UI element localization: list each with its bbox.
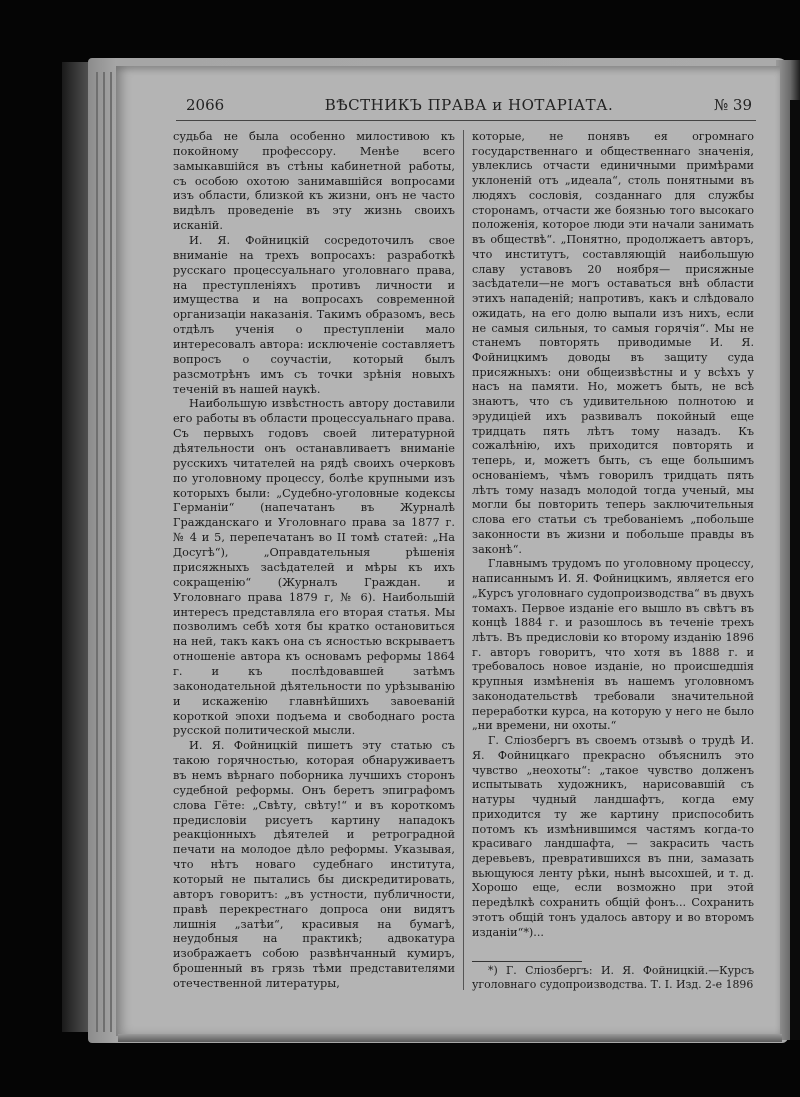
left-column bbox=[173, 130, 455, 992]
footnote bbox=[472, 964, 754, 992]
scan-background-edge bbox=[790, 100, 800, 1040]
paragraph: которые, не понявъ ея огромнаго государственнаго и общественнаго значенія, увлеклись отчасти единичными примѣрами уклоненій отъ „идеала“, столь понятными въ людяхъ сословія, созданнаго для службы сторонамъ, отчасти же боязнью того высокаго положенія, которое люди эти начали занимать въ обществѣ“. „Понятно, продолжаетъ авторъ, что институтъ, составляющій наибольшую славу уставовъ 20 ноября— присяжные засѣдатели—не могъ оставаться внѣ области этихъ нападеній; напротивъ, какъ и слѣдовало ожидать, на его долю выпали изъ нихъ, если не самыя сильныя, то самыя горячія“. Мы не станемъ повторять приводимые И. Я. Фойницкимъ доводы въ защиту суда присяжныхъ: они общеизвѣстны и у всѣхъ у насъ на памяти. Но, можетъ быть, не всѣ знаютъ, что съ удивительною полнотою и эрудиціей ихъ развивалъ покойный еще тридцать пять лѣтъ тому назадъ. Къ сожалѣнію, ихъ приходится повторять и теперь, и, можетъ быть, съ еще большимъ основаніемъ, чѣмъ говорилъ тридцать пять лѣтъ тому назадъ молодой тогда ученый, мы могли бы повторить теперь заключительныя слова его статьи съ требованіемъ „побольше законности въ жизни и побольше правды въ законѣ“. bbox=[472, 130, 754, 556]
right-column bbox=[472, 130, 754, 940]
paragraph: судьба не была особенно милостивою къ покойному профессору. Менѣе всего замыкавшійся въ стѣны кабинетной работы, съ особою охотою занимавшійся вопросами изъ области, близкой къ жизни, онъ не часто видѣлъ проведеніе въ эту жизнь своихъ исканій. bbox=[173, 130, 455, 233]
header-rule bbox=[176, 120, 756, 121]
paragraph: Г. Сліозбергъ въ своемъ отзывѣ о трудѣ И. Я. Фойницкаго прекрасно объяснилъ это чувство „неохоты“: „такое чувство долженъ испытывать художникъ, нарисовавшій съ натуры чудный ландшафтъ, когда ему приходится ту же картину приспособить потомъ къ измѣнившимся частямъ когда-то красиваго ландшафта, — закрасить часть деревьевъ, превратившихся въ пни, замазать вьющуюся ленту рѣки, нынѣ высохшей, и т. д. Хорошо еще, если возможно при этой передѣлкѣ сохранить общій фонъ... Сохранить этотъ общій тонъ удалось автору и во второмъ изданіи“*)... bbox=[472, 734, 754, 939]
page-edge-line bbox=[103, 72, 105, 1032]
journal-title: ВѢСТНИКЪ ПРАВА и НОТАРІАТА. bbox=[324, 96, 614, 114]
paragraph: И. Я. Фойницкій сосредоточилъ свое вниманіе на трехъ вопросахъ: разработкѣ русскаго процессуальнаго уголовнаго права, на преступленіяхъ противъ личности и имущества и на вопросахъ современной организаціи наказанія. Такимъ образомъ, весь отдѣлъ ученія о преступленіи мало интересовалъ автора: исключеніе составляетъ вопросъ о соучастіи, который былъ разсмотрѣнъ имъ съ точки зрѣнія новыхъ теченій въ нашей наукѣ. bbox=[173, 234, 455, 396]
page-edge-line bbox=[96, 72, 98, 1032]
paragraph: Наибольшую извѣстность автору доставили его работы въ области процессуальнаго права. Съ первыхъ годовъ своей литературной дѣятельности онъ останавливаетъ вниманіе русскихъ читателей на рядѣ своихъ очерковъ по уголовному процессу, болѣе крупными изъ которыхъ были: „Судебно-уголовные кодексы Германіи“ (напечатанъ въ Журналѣ Гражданскаго и Уголовнаго права за 1877 г. № 4 и 5, перепечатанъ во II томѣ статей: „На Досугѣ“), „Оправдательныя рѣшенія присяжныхъ засѣдателей и мѣры къ ихъ сокращенію“ (Журналъ Граждан. и Уголовнаго права 1879 г, № 6). Наибольшій интересъ представляла его вторая статья. Мы позволимъ себѣ хотя бы кратко остановиться на ней, такъ какъ она съ ясностью вскрываетъ отношеніе автора къ основамъ реформы 1864 г. и къ послѣдовавшей затѣмъ законодательной дѣятельности по урѣзыванію и искаженію главнѣйшихъ завоеваній короткой эпохи подъема и свободнаго роста русской политической мысли. bbox=[173, 397, 455, 738]
issue-number: № 39 bbox=[713, 96, 752, 114]
footnote-text: *) Г. Сліозбергъ: И. Я. Фойницкій.—Курсъ уголовнаго судопроизводства. Т. I. Изд. 2-е 1896 bbox=[472, 964, 754, 991]
page-edge-line bbox=[110, 72, 112, 1032]
column-divider bbox=[463, 130, 464, 990]
paragraph: Главнымъ трудомъ по уголовному процессу, написаннымъ И. Я. Фойницкимъ, является его „Курсъ уголовнаго судопроизводства“ въ двухъ томахъ. Первое изданіе его вышло въ свѣтъ въ концѣ 1884 г. и разошлось въ теченіе трехъ лѣтъ. Въ предисловіи ко второму изданію 1896 г. авторъ говоритъ, что хотя въ 1888 г. и требовалось новое изданіе, но происшедшія крупныя измѣненія въ нашемъ уголовномъ законодательствѣ требовали значительной переработки курса, на которую у него не было „ни времени, ни охоты.“ bbox=[472, 557, 754, 733]
running-header bbox=[186, 96, 752, 120]
page-number: 2066 bbox=[186, 96, 225, 114]
page-bottom-edge bbox=[118, 1034, 782, 1042]
footnote-rule bbox=[472, 961, 582, 962]
paragraph: И. Я. Фойницкій пишетъ эту статью съ такою горячностью, которая обнаруживаетъ въ немъ вѣрнаго поборника лучшихъ сторонъ судебной реформы. Онъ беретъ эпиграфомъ слова Гёте: „Свѣту, свѣту!“ и въ короткомъ предисловіи рисуетъ картину нападокъ реакціонныхъ дѣятелей и ретроградной печати на молодое дѣло реформы. Указывая, что нѣтъ новаго судебнаго института, который не пытались бы дискредитировать, авторъ говоритъ: „въ устности, публичности, правѣ перекрестнаго допроса они видятъ лишнія „затѣи“, красивыя на бумагѣ, неудобныя на практикѣ; адвокатура изображаетъ собою развѣнчанный кумиръ, брошенный въ грязь тѣми представителями отечественной литературы, bbox=[173, 739, 455, 990]
